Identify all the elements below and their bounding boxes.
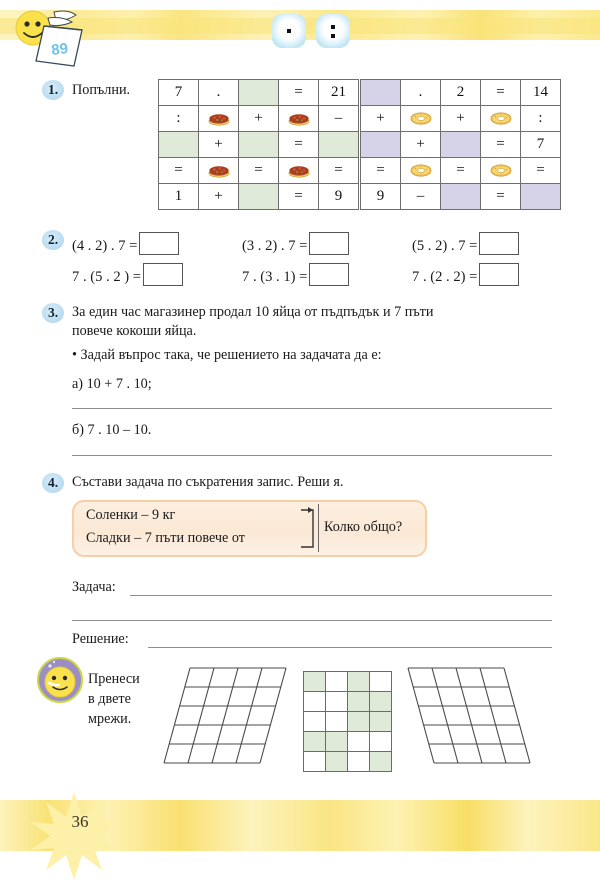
panel-line-2: Сладки – 7 пъти повече от [86, 530, 245, 546]
equation-text: (5 . 2) . 7 = [412, 238, 478, 254]
task-line-1[interactable] [130, 595, 552, 596]
equation-text: 7 . (3 . 1) = [242, 269, 308, 285]
grid-cell-empty[interactable] [304, 712, 326, 732]
value-cell: : [159, 106, 199, 132]
equation-text: (3 . 2) . 7 = [242, 238, 308, 254]
grid-cell-filled[interactable] [370, 712, 392, 732]
dot-lower [331, 34, 335, 38]
value-cell: . [401, 80, 441, 106]
blank-cell-green[interactable] [319, 132, 359, 158]
grid-line-vertical [456, 668, 482, 763]
donut-icon [410, 163, 432, 178]
grid-line-vertical [164, 668, 190, 763]
blank-cell-violet[interactable] [361, 132, 401, 158]
panel-question: Колко общо? [324, 519, 403, 535]
donut-icon [490, 111, 512, 126]
value-cell: = [279, 184, 319, 210]
grid-cell-filled[interactable] [370, 692, 392, 712]
table-row [361, 106, 561, 132]
blank-cell-green[interactable] [239, 132, 279, 158]
task-line-2[interactable] [72, 620, 552, 621]
grid-row [304, 752, 392, 772]
grid-cell-empty[interactable] [304, 752, 326, 772]
grid-cell-filled[interactable] [348, 672, 370, 692]
exercise-1-table-left[interactable] [158, 79, 359, 210]
exercise-1-prompt: Попълни. [72, 82, 131, 98]
equation-text: 7 . (2 . 2) = [412, 269, 478, 285]
value-cell: 7 [159, 80, 199, 106]
value-cell: = [279, 80, 319, 106]
grid-line-vertical [504, 668, 530, 763]
operation-badges [272, 14, 350, 48]
equation-text: 7 . (5 . 2 ) = [72, 269, 142, 285]
value-cell: + [239, 106, 279, 132]
exercise-2-number: 2. [42, 230, 64, 250]
thinking-smiley-icon [36, 656, 84, 704]
solution-line[interactable] [148, 647, 552, 648]
table-row [159, 80, 359, 106]
grid-line-vertical [188, 668, 214, 763]
grid-line-vertical [260, 668, 286, 763]
brace-arrow-icon [300, 506, 316, 551]
grid-cell-empty[interactable] [370, 672, 392, 692]
exercise-3-line-2: повече кокоши яйца. [72, 323, 197, 339]
grid-row [304, 692, 392, 712]
dot-glyph [287, 29, 291, 33]
grid-row [304, 712, 392, 732]
value-cell: = [239, 158, 279, 184]
grid-cell-empty[interactable] [348, 752, 370, 772]
exercise-4-summary-panel [72, 500, 427, 557]
food-cell [481, 158, 521, 184]
blank-cell-violet[interactable] [521, 184, 561, 210]
exercise-2-equation [412, 232, 519, 255]
table-row [361, 158, 561, 184]
exercise-3-item-b: б) 7 . 10 – 10. [72, 422, 152, 438]
value-cell: 7 [521, 132, 561, 158]
grid-row [304, 732, 392, 752]
grid-line-vertical [212, 668, 238, 763]
food-cell [401, 158, 441, 184]
exercise-4-number: 4. [42, 473, 64, 493]
exercise-1-number: 1. [42, 80, 64, 100]
pizza-icon [208, 163, 230, 178]
blank-cell-violet[interactable] [441, 132, 481, 158]
skewed-grid-right[interactable] [404, 664, 536, 776]
answer-box[interactable] [309, 232, 349, 255]
grid-cell-filled[interactable] [348, 692, 370, 712]
value-cell: – [401, 184, 441, 210]
blank-cell-green[interactable] [239, 80, 279, 106]
table-row [159, 184, 359, 210]
grid-line-vertical [432, 668, 458, 763]
value-cell: = [159, 158, 199, 184]
blank-cell-green[interactable] [239, 184, 279, 210]
value-cell: = [441, 158, 481, 184]
dot-upper [331, 25, 335, 29]
table-row [159, 158, 359, 184]
value-cell: + [361, 106, 401, 132]
grid-cell-empty[interactable] [348, 732, 370, 752]
food-cell [481, 106, 521, 132]
exercise-2-equation [72, 263, 183, 286]
value-cell: + [441, 106, 481, 132]
exercise-3-number: 3. [42, 303, 64, 323]
value-cell: = [279, 132, 319, 158]
value-cell: : [521, 106, 561, 132]
grid-cell-filled[interactable] [326, 752, 348, 772]
value-cell: 2 [441, 80, 481, 106]
grid-line-vertical [408, 668, 434, 763]
exercise-2-equation [242, 263, 349, 286]
value-cell: = [319, 158, 359, 184]
exercise-2-equation [242, 232, 349, 255]
value-cell: . [199, 80, 239, 106]
blank-cell-green[interactable] [159, 132, 199, 158]
grid-cell-empty[interactable] [326, 712, 348, 732]
grid-cell-empty[interactable] [304, 692, 326, 712]
grid-cell-empty[interactable] [370, 732, 392, 752]
task-label: Задача: [72, 579, 116, 595]
colon-glyph [331, 25, 335, 38]
grid-line-vertical [236, 668, 262, 763]
answer-box[interactable] [479, 263, 519, 286]
value-cell: 9 [319, 184, 359, 210]
pizza-icon [208, 111, 230, 126]
answer-box[interactable] [143, 263, 183, 286]
grid-cell-filled[interactable] [304, 732, 326, 752]
exercise-3-line-1: За един час магазинер продал 10 яйца от пъдпъдък и 7 пъти [72, 304, 434, 320]
answer-line-b[interactable] [72, 455, 552, 456]
exercise-5-prompt-line-2: в двете [88, 691, 131, 707]
value-cell: + [199, 132, 239, 158]
exercise-1-table-right[interactable] [360, 79, 561, 210]
grid-line-vertical [480, 668, 506, 763]
value-cell: 9 [361, 184, 401, 210]
equation-text: (4 . 2) . 7 = [72, 238, 138, 254]
food-cell [199, 106, 239, 132]
value-cell: = [361, 158, 401, 184]
grid-cell-filled[interactable] [326, 732, 348, 752]
food-cell [279, 106, 319, 132]
header-smiley-notepad-art [8, 6, 98, 68]
exercise-5-prompt-line-1: Пренеси [88, 671, 140, 687]
answer-box[interactable] [479, 232, 519, 255]
pizza-icon [288, 163, 310, 178]
answer-box[interactable] [139, 232, 179, 255]
value-cell: = [481, 184, 521, 210]
value-cell: 1 [159, 184, 199, 210]
grid-cell-filled[interactable] [348, 712, 370, 732]
pizza-icon [288, 111, 310, 126]
square-grid-pattern[interactable] [303, 671, 392, 772]
exercise-4-prompt: Състави задача по съкратения запис. Реши я. [72, 474, 344, 490]
grid-row [304, 672, 392, 692]
answer-line-a[interactable] [72, 408, 552, 409]
table-row [361, 184, 561, 210]
food-cell [199, 158, 239, 184]
value-cell: + [199, 184, 239, 210]
value-cell: + [401, 132, 441, 158]
table-row [159, 132, 359, 158]
division-badge[interactable] [316, 14, 350, 48]
table-row [361, 132, 561, 158]
exercise-3-bullet: • Задай въпрос така, че решението на задачата да е: [72, 347, 382, 363]
page-number: 36 [71, 812, 89, 831]
grid-cell-filled[interactable] [304, 672, 326, 692]
blank-cell-violet[interactable] [361, 80, 401, 106]
value-cell: 21 [319, 80, 359, 106]
solution-label: Решение: [72, 631, 129, 647]
value-cell: – [319, 106, 359, 132]
grid-cell-empty[interactable] [326, 672, 348, 692]
multiplication-badge[interactable] [272, 14, 306, 48]
table-row [159, 106, 359, 132]
donut-icon [410, 111, 432, 126]
notepad-number: 89 [50, 40, 70, 59]
exercise-3-item-a: а) 10 + 7 . 10; [72, 376, 152, 392]
grid-cell-empty[interactable] [326, 692, 348, 712]
grid-cell-filled[interactable] [370, 752, 392, 772]
exercise-2-equation [72, 232, 179, 255]
table-row [361, 80, 561, 106]
food-cell [401, 106, 441, 132]
donut-icon [490, 163, 512, 178]
value-cell: = [481, 80, 521, 106]
exercise-5-prompt-line-3: мрежи. [88, 711, 132, 727]
exercise-2-equation [412, 263, 519, 286]
value-cell: 14 [521, 80, 561, 106]
page-number-star [28, 790, 120, 882]
panel-line-1: Соленки – 9 кг [86, 507, 176, 523]
value-cell: = [521, 158, 561, 184]
value-cell: = [481, 132, 521, 158]
food-cell [279, 158, 319, 184]
blank-cell-violet[interactable] [441, 184, 481, 210]
skewed-grid-left[interactable] [160, 664, 292, 776]
panel-divider [318, 504, 319, 552]
answer-box[interactable] [309, 263, 349, 286]
